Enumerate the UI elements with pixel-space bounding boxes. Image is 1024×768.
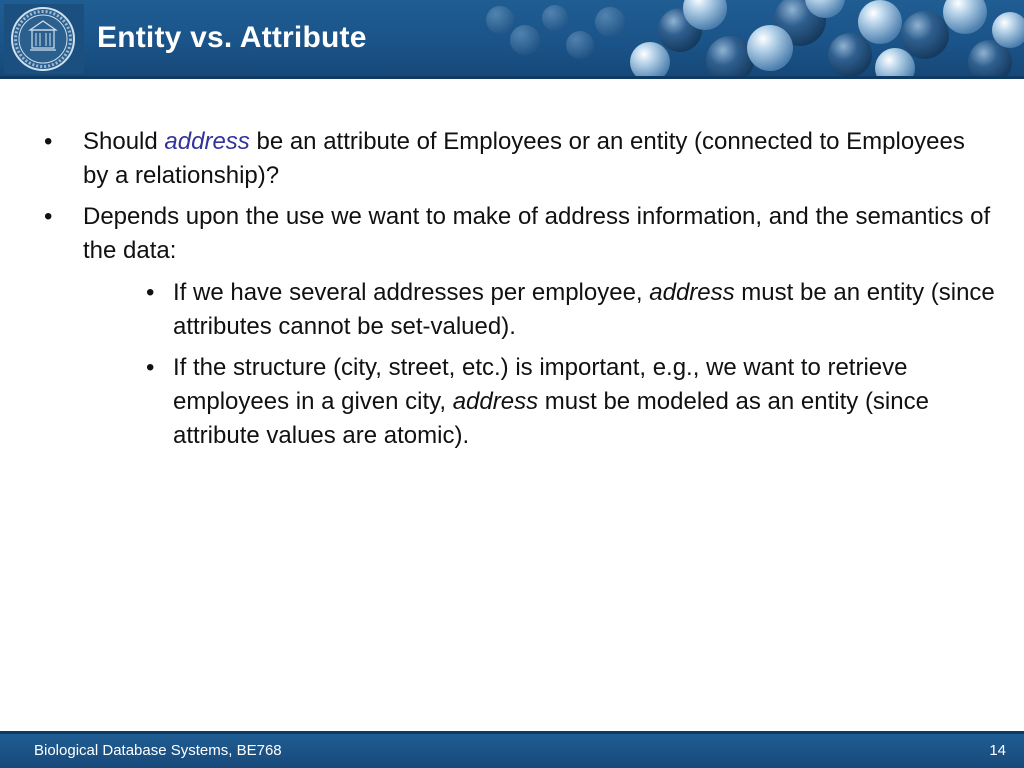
molecule-spheres-icon [470,0,1024,76]
header-divider [0,76,1024,79]
bullet-text: Depends upon the use we want to make of address information, and the semantics of the data: [83,203,991,264]
sub-bullet-text: If we have several addresses per employee, [173,279,650,306]
footer-course-label: Biological Database Systems, BE768 [34,742,282,759]
bullet-text: be an attribute of Employees or an entity (connected to Employees by a relationship)? [83,128,965,189]
sub-bullet-marker: • [146,279,155,306]
footer-bar [0,734,1024,768]
slide-title: Entity vs. Attribute [97,21,367,54]
sub-bullet-text: must be an entity (since attributes cannot be set-valued). [173,279,995,340]
sub-bullet-text: If the structure (city, street, etc.) is important, e.g., we want to retrieve employees in a given city, [173,354,908,415]
sub-bullet-item [173,351,1003,453]
university-seal-icon [10,6,76,72]
emphasis-term: address [452,388,539,415]
emphasis-term: address [164,128,250,155]
sub-bullet-text: must be modeled as an entity (since attribute values are atomic). [173,388,929,449]
emphasis-term: address [649,279,735,306]
bullet-marker: • [44,128,53,155]
sub-bullet-marker: • [146,354,155,381]
bullet-marker: • [44,203,53,230]
slide-page-number: 14 [989,742,1006,759]
sub-bullet-item [173,276,1003,344]
bullet-item [83,125,993,193]
bullet-item [83,200,993,268]
bullet-text: Should [83,128,165,155]
header-banner [0,0,1024,76]
